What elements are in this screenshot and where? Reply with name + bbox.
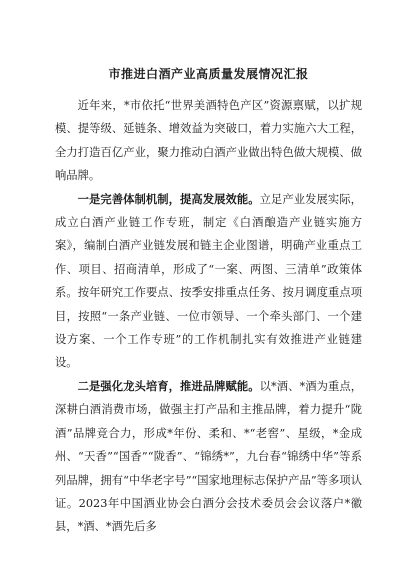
paragraph-mechanism-heading: 一是完善体制机制，提高发展效能。 — [77, 191, 260, 206]
paragraph-mechanism — [55, 188, 362, 375]
paragraph-brand — [55, 375, 362, 539]
document-title: 市推进白酒产业高质量发展情况汇报 — [108, 67, 309, 81]
paragraph-intro — [55, 94, 362, 188]
paragraph-brand-heading: 二是强化龙头培育，推进品牌赋能。 — [77, 378, 260, 393]
paragraph-brand-text: 以*酒、*酒为重点，深耕白酒消费市场，做强主打产品和主推品牌，着力提升“陇酒”品牌竞合力，形成*年份、柔和、*“老窖”、星级，*金成州、“天香”“国香”“陇香”、“锦绣*”，九台春“锦绣中华”等系列品牌，拥有“中华老字号”“国家地理标志保护产品”等多项认证。2023年中国酒业协会白酒分会技术委员会会议落户*徽县，*酒、*酒先后多 — [55, 379, 362, 534]
paragraph-intro-text: 近年来，*市依托“世界美酒特色产区”资源禀赋，以扩规模、提等级、延链条、增效益为突破口，着力实施六大工程，全力打造百亿产业，聚力推动白酒产业做出特色做大规模、做响品牌。 — [55, 99, 362, 183]
paragraph-mechanism-text: 立足产业发展实际，成立白酒产业链工作专班，制定《白酒酿造产业链实施方案》，编制白酒产业链发展和链主企业图谱，明确产业重点工作、项目、招商清单，形成了“一案、两图、三清单”政策体系。按年研究工作要点、按季安排重点任务、按月调度重点项目，按照“一条产业链、一位市领导、一个牵头部门、一个建设方案、一个工作专班”的工作机制扎实有效推进产业链建设。 — [55, 192, 362, 370]
